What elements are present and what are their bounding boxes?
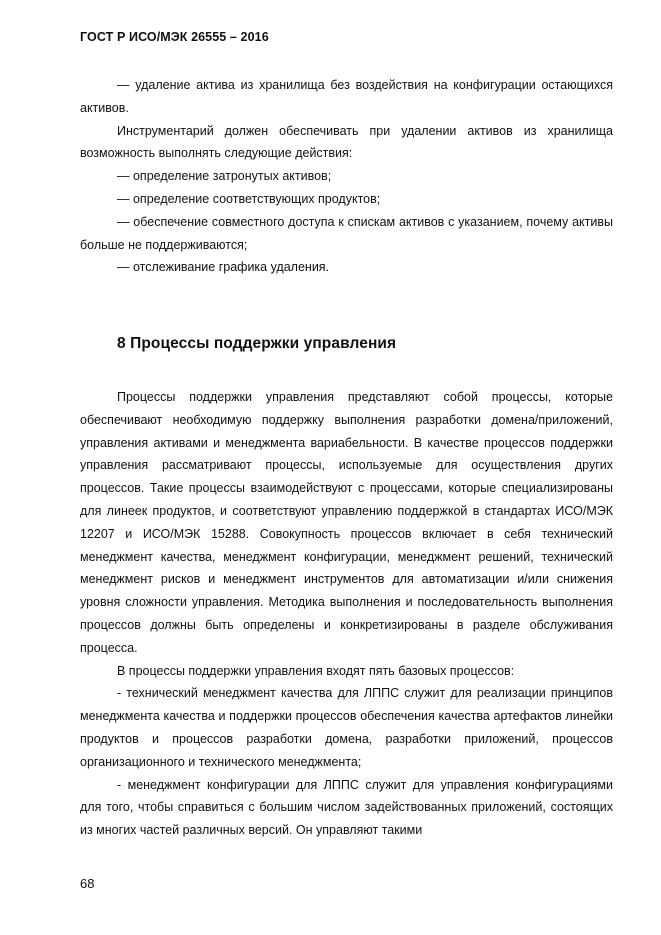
- list-item: - менеджмент конфигурации для ЛППС служит для управления конфигурациями для того, чтобы справиться с большим числом задействованных приложений, состоящих из многих частей различных версий. Он управляют такими: [80, 777, 613, 838]
- paragraph: Инструментарий должен обеспечивать при удалении активов из хранилища возможность выполнять следующие действия:: [80, 123, 613, 161]
- paragraph: В процессы поддержки управления входят пять базовых процессов:: [117, 663, 515, 678]
- body-text-block: [80, 386, 613, 842]
- page-number: 68: [80, 876, 95, 891]
- document-header: ГОСТ Р ИСО/МЭК 26555 – 2016: [80, 30, 269, 44]
- section-heading: 8 Процессы поддержки управления: [117, 335, 397, 352]
- top-text-block: [80, 74, 613, 279]
- list-item: — обеспечение совместного доступа к спискам активов с указанием, почему активы больше не поддерживаются;: [80, 214, 613, 252]
- list-item: — определение затронутых активов;: [117, 169, 332, 184]
- list-item: — удаление актива из хранилища без воздействия на конфигурации остающихся активов.: [80, 78, 613, 115]
- list-item: - технический менеджмент качества для ЛППС служит для реализации принципов менеджмента качества и поддержки процессов обеспечения качества артефактов линейки продуктов и процессов разработки домена, разработки приложений, процессов организационного и технического менеджмента;: [80, 686, 613, 769]
- list-item: — отслеживание графика удаления.: [117, 260, 330, 275]
- paragraph: Процессы поддержки управления представляют собой процессы, которые обеспечивают необходимую поддержку выполнения разработки домена/приложений, управления активами и менеджмента вариабельности. В качестве процессов поддержки управления рассматривают процессы, используемые для осуществления других процессов. Такие процессы взаимодействуют с процессами, которые специализированы для линеек продуктов, и соответствуют управлению поддержкой в стандартах ИСО/МЭК 12207 и ИСО/МЭК 15288. Совокупность процессов включает в себя технический менеджмент качества, менеджмент конфигурации, менеджмент решений, технический менеджмент рисков и менеджмент инструментов для автоматизации и/или снижения уровня сложности управления. Методика выполнения и последовательность выполнения процессов должны быть определены и конкретизированы в разделе обслуживания процесса.: [80, 390, 613, 655]
- list-item: — определение соответствующих продуктов;: [117, 191, 381, 206]
